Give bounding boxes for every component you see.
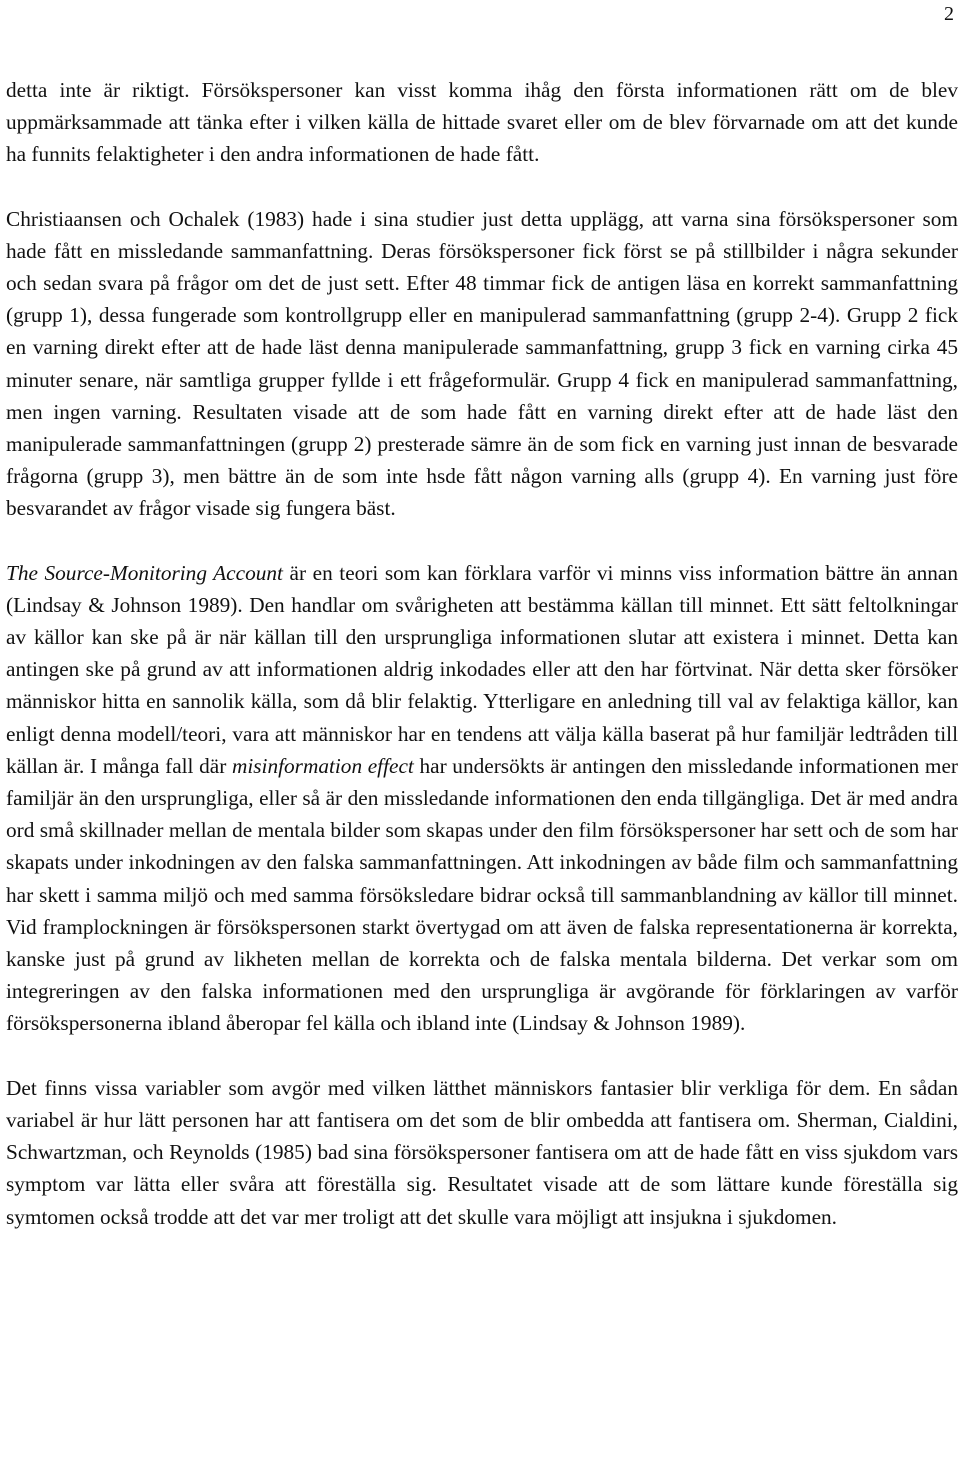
paragraph-2: Christiaansen och Ochalek (1983) hade i sina studier just detta upplägg, att varna sina försökspersoner som hade fått en missledande sammanfattning. Deras försökspersoner fick först se på stillbilder i några sekunder och sedan svara på frågor om det de just sett. Efter 48 timmar fick de antigen läsa en korrekt sammanfattning (grupp 1), dessa fungerade som kontrollgrupp eller en manipulerad sammanfattning (grupp 2-4). Grupp 2 fick en varning direkt efter att de hade läst denna manipulerade sammanfattning, grupp 3 fick en varning cirka 45 minuter senare, när samtliga grupper fyllde i ett frågeformulär. Grupp 4 fick en manipulerad sammanfattning, men ingen varning. Resultaten visade att de som hade fått en varning direkt efter att de hade läst den manipulerade sammanfattningen (grupp 2) presterade sämre än de som fick en varning just innan de besvarade frågorna (grupp 3), men bättre än de som inte hsde fått någon varning alls (grupp 4). En varning just före besvarandet av frågor visade sig fungera bäst. xyxy=(6,206,958,521)
italic-term-source-monitoring: The Source-Monitoring Account xyxy=(6,560,283,585)
italic-term-misinformation-effect: misinformation effect xyxy=(231,753,414,778)
paragraph-3-text-part1: är en teori som kan förklara varför vi minns viss information bättre än annan (Lindsay & Johnson 1989). Den handlar om svårigheten att bestämma källan till minnet. Ett sätt feltolkningar av källor kan ske på är när källan till den ursprungliga informationen slutar att existera i minnet. Detta kan antingen ske på grund av att informationen aldrig inkodades eller att den har förtvinat. När detta sker försöker människor hitta en sannolik källa, som då blir felaktig. Ytterligare en anledning till val av felaktiga källor, kan enligt denna modell/teori, vara att människor har en tendens att välja källa baserat på hur familjär ledtråden till källan är. I många fall där xyxy=(6,560,958,778)
paragraph-1: detta inte är riktigt. Försökspersoner kan visst komma ihåg den första informationen rätt om de blev uppmärksammade att tänka efter i vilken källa de hittade svaret eller om de blev förvarnade om att det kunde ha funnits felaktigheter i den andra informationen de hade fått. xyxy=(6,78,958,167)
body-text xyxy=(6,74,958,1233)
paragraph-3-text-part2: har undersökts är antingen den missledande informationen mer familjär än den ursprungliga, eller så är den missledande informationen den enda tillgängliga. Det är med andra ord små skillnader mellan de mentala bilder som skapas under den film försökspersoner har sett och de som har skapats under inkodningen av den falska sammanfattningen. Att inkodningen av både film och sammanfattning har skett i samma miljö och med samma försöksledare bidrar också till sammanblandning av källor till minnet. Vid framplockningen är försökspersonen starkt övertygad om att även de falska representationerna är korrekta, kanske just på grund av likheten mellan de korrekta och de falska mentala bilderna. Det verkar som om integreringen av den falska informationen med den ursprungliga är avgörande för förklaringen av varför försökspersonerna ibland åberopar fel källa och ibland inte (Lindsay & Johnson 1989). xyxy=(6,753,958,1036)
paragraph-4: Det finns vissa variabler som avgör med vilken lätthet människors fantasier blir verkliga för dem. En sådan variabel är hur lätt personen har att fantisera om det som de blir ombedda att fantisera om. Sherman, Cialdini, Schwartzman, och Reynolds (1985) bad sina försökspersoner fantisera om att de hade fått en viss sjukdom vars symptom var lätta eller svåra att föreställa sig. Resultatet visade att de som lättare kunde föreställa sig symtomen också trodde att det var mer troligt att det skulle vara möjligt att insjukna i sjukdomen. xyxy=(6,1075,958,1229)
page-number: 2 xyxy=(944,3,954,25)
paragraph-3 xyxy=(6,557,958,1040)
